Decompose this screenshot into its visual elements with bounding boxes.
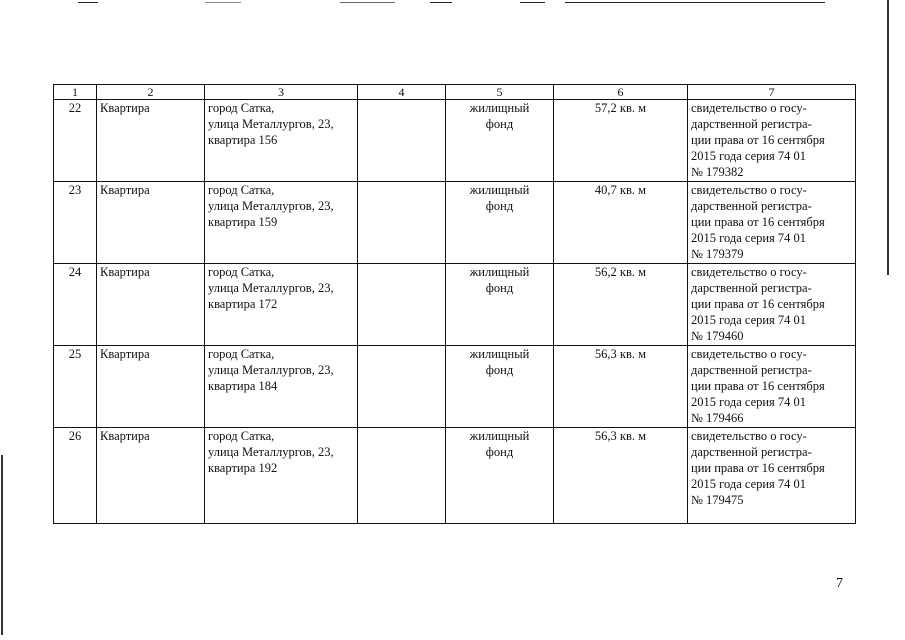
empty-column-cell — [358, 428, 446, 524]
document-line: дарственной регистра- — [691, 117, 812, 131]
fund-line: жилищный — [469, 429, 530, 443]
area: 56,3 кв. м — [554, 346, 688, 428]
address-line: улица Металлургов, 23, — [208, 199, 334, 213]
table-header-row — [54, 85, 856, 100]
table-row — [54, 182, 856, 264]
fund-line: фонд — [485, 445, 514, 459]
address-line: город Сатка, — [208, 183, 275, 197]
address-line: квартира 156 — [208, 133, 278, 147]
header-cell: 2 — [97, 85, 205, 100]
document-line: свидетельство о госу- — [691, 183, 807, 197]
document-line: ции права от 16 сентября — [691, 133, 825, 147]
header-cell: 3 — [205, 85, 358, 100]
address-line: улица Металлургов, 23, — [208, 363, 334, 377]
empty-column-cell — [358, 346, 446, 428]
document-line: ции права от 16 сентября — [691, 297, 825, 311]
document-line: свидетельство о госу- — [691, 347, 807, 361]
header-cell: 7 — [688, 85, 856, 100]
document-line: дарственной регистра- — [691, 281, 812, 295]
area: 40,7 кв. м — [554, 182, 688, 264]
property-address — [205, 182, 358, 264]
address-line: улица Металлургов, 23, — [208, 117, 334, 131]
fund-line: жилищный — [469, 101, 530, 115]
scan-artifact-left-edge — [1, 455, 3, 635]
row-number: 24 — [54, 264, 97, 346]
property-address — [205, 264, 358, 346]
property-type: Квартира — [97, 182, 205, 264]
document-line: № 179466 — [691, 411, 744, 425]
fund-line: жилищный — [469, 265, 530, 279]
property-address — [205, 346, 358, 428]
registration-document — [688, 346, 856, 428]
address-line: квартира 172 — [208, 297, 278, 311]
fund-line: фонд — [485, 363, 514, 377]
address-line: квартира 192 — [208, 461, 278, 475]
address-line: улица Металлургов, 23, — [208, 445, 334, 459]
area: 56,3 кв. м — [554, 428, 688, 524]
header-cell: 5 — [446, 85, 554, 100]
property-type: Квартира — [97, 264, 205, 346]
fund-line: фонд — [485, 117, 514, 131]
document-line: дарственной регистра- — [691, 199, 812, 213]
header-cell: 6 — [554, 85, 688, 100]
document-line: 2015 года серия 74 01 — [691, 477, 807, 491]
registration-document — [688, 264, 856, 346]
address-line: квартира 159 — [208, 215, 278, 229]
document-line: 2015 года серия 74 01 — [691, 231, 807, 245]
document-line: № 179460 — [691, 329, 744, 343]
empty-column-cell — [358, 100, 446, 182]
fund-line: жилищный — [469, 347, 530, 361]
document-line: № 179379 — [691, 247, 744, 261]
fund-line: жилищный — [469, 183, 530, 197]
area: 56,2 кв. м — [554, 264, 688, 346]
document-line: 2015 года серия 74 01 — [691, 313, 807, 327]
empty-column-cell — [358, 264, 446, 346]
document-line: свидетельство о госу- — [691, 265, 807, 279]
table-row — [54, 100, 856, 182]
document-line: ции права от 16 сентября — [691, 461, 825, 475]
address-line: город Сатка, — [208, 347, 275, 361]
document-line: ции права от 16 сентября — [691, 379, 825, 393]
row-number: 26 — [54, 428, 97, 524]
document-line: 2015 года серия 74 01 — [691, 149, 807, 163]
property-type: Квартира — [97, 428, 205, 524]
document-line: № 179382 — [691, 165, 744, 179]
scan-artifact-top — [520, 2, 545, 3]
area: 57,2 кв. м — [554, 100, 688, 182]
address-line: улица Металлургов, 23, — [208, 281, 334, 295]
document-line: свидетельство о госу- — [691, 429, 807, 443]
fund-line: фонд — [485, 281, 514, 295]
property-registry-table — [53, 84, 856, 524]
property-type: Квартира — [97, 100, 205, 182]
registration-document — [688, 182, 856, 264]
address-line: город Сатка, — [208, 429, 275, 443]
scan-artifact-top — [565, 2, 825, 3]
row-number: 23 — [54, 182, 97, 264]
scan-artifact-top — [340, 2, 395, 3]
document-line: 2015 года серия 74 01 — [691, 395, 807, 409]
scan-artifact-top — [205, 2, 241, 3]
address-line: город Сатка, — [208, 265, 275, 279]
table-row — [54, 264, 856, 346]
empty-column-cell — [358, 182, 446, 264]
scan-artifact-right-edge — [887, 0, 889, 275]
row-number: 25 — [54, 346, 97, 428]
header-cell: 4 — [358, 85, 446, 100]
document-line: ции права от 16 сентября — [691, 215, 825, 229]
property-type: Квартира — [97, 346, 205, 428]
row-number: 22 — [54, 100, 97, 182]
scan-artifact-top — [430, 2, 452, 3]
fund-type — [446, 428, 554, 524]
address-line: квартира 184 — [208, 379, 278, 393]
document-line: № 179475 — [691, 493, 744, 507]
registration-document — [688, 100, 856, 182]
property-address — [205, 100, 358, 182]
document-line: дарственной регистра- — [691, 445, 812, 459]
table-row — [54, 428, 856, 524]
document-line: свидетельство о госу- — [691, 101, 807, 115]
document-line: дарственной регистра- — [691, 363, 812, 377]
property-address — [205, 428, 358, 524]
fund-line: фонд — [485, 199, 514, 213]
fund-type — [446, 264, 554, 346]
registration-document — [688, 428, 856, 524]
fund-type — [446, 100, 554, 182]
scan-artifact-top — [78, 2, 98, 3]
page-number: 7 — [836, 576, 843, 591]
fund-type — [446, 182, 554, 264]
fund-type — [446, 346, 554, 428]
address-line: город Сатка, — [208, 101, 275, 115]
table-row — [54, 346, 856, 428]
header-cell: 1 — [54, 85, 97, 100]
